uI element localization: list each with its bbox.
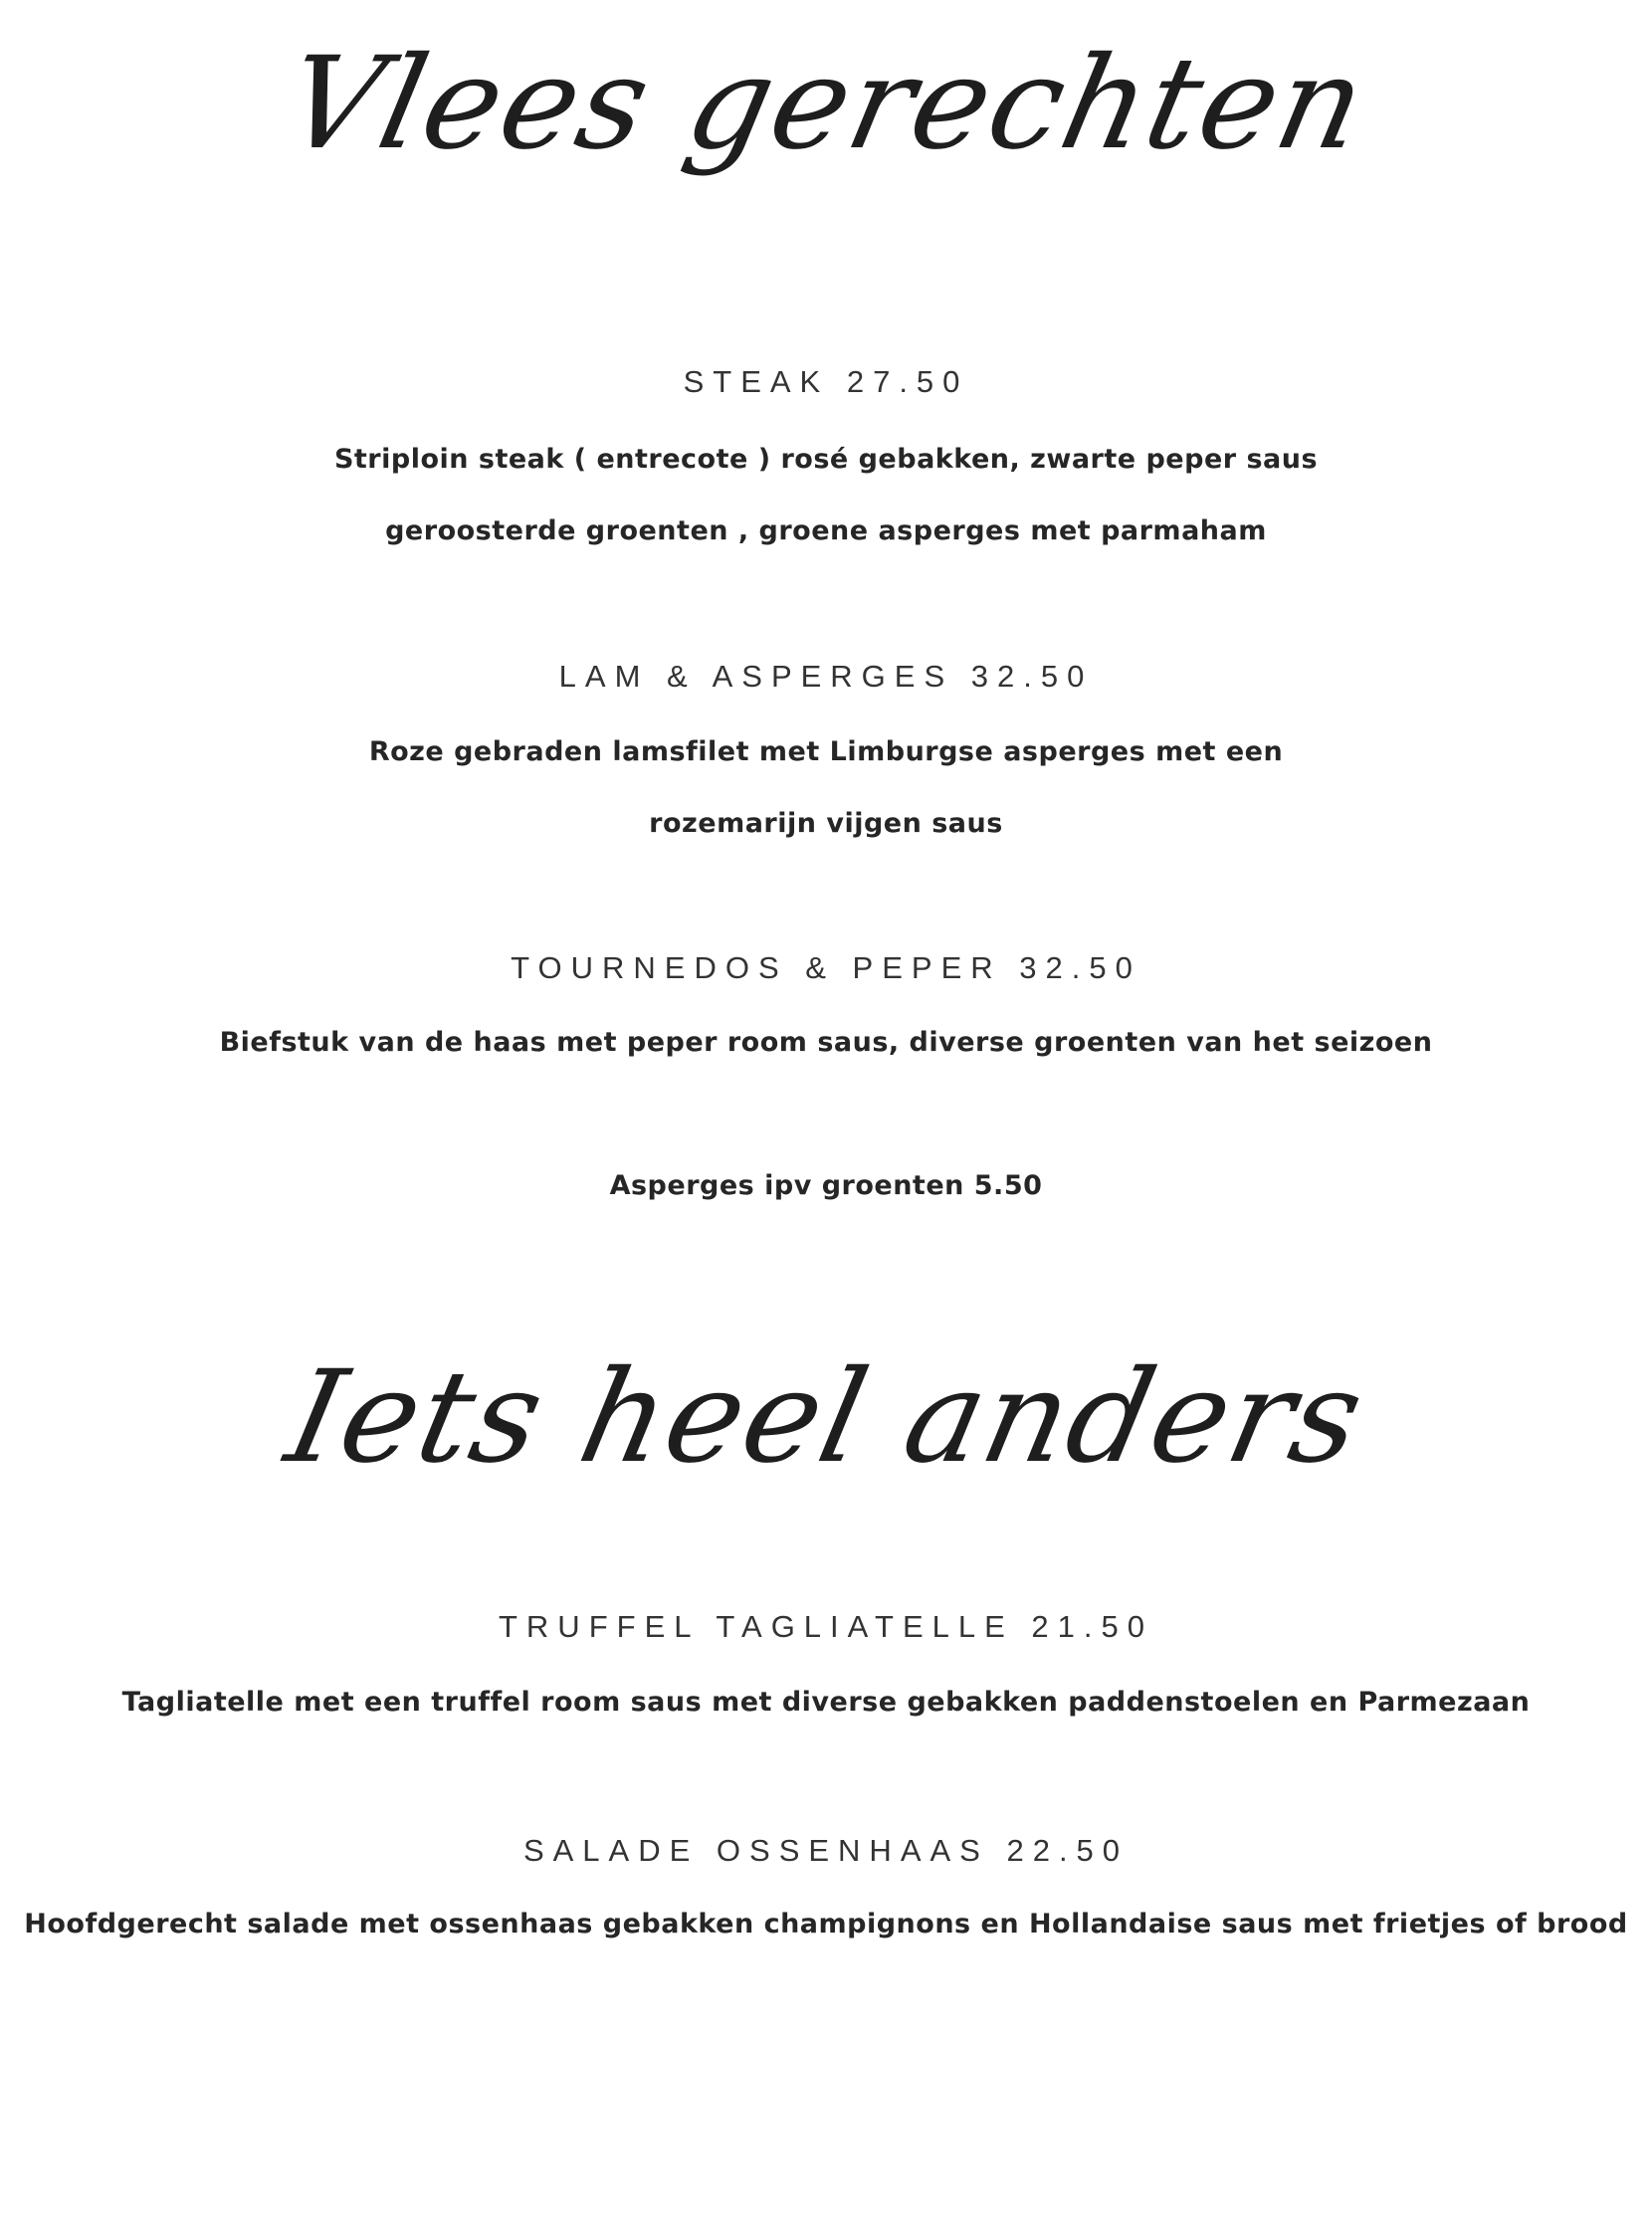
dish-description-line: Biefstuk van de haas met peper room saus, diverse groenten van het seizoen <box>219 1027 1433 1058</box>
dish-title-lam-asperges: LAM & ASPERGES 32.50 <box>558 659 1094 694</box>
dish-description-line: rozemarijn vijgen saus <box>649 808 1003 839</box>
dish-title-tournedos-peper: TOURNEDOS & PEPER 32.50 <box>511 950 1141 985</box>
extra-option: Asperges ipv groenten 5.50 <box>609 1170 1043 1201</box>
dish-description-line: Tagliatelle met een truffel room saus met diverse gebakken paddenstoelen en Parmezaan <box>121 1687 1531 1718</box>
section-heading-iets-heel-anders: Iets heel anders <box>275 1343 1377 1492</box>
dish-description-line: Hoofdgerecht salade met ossenhaas gebakken champignons en Hollandaise saus met frietjes of brood <box>24 1909 1628 1939</box>
dish-description-line: geroosterde groenten , groene asperges met parmaham <box>385 515 1267 546</box>
section-heading-vlees: Vlees gerechten <box>273 30 1379 178</box>
dish-title-truffel-tagliatelle: TRUFFEL TAGLIATELLE 21.50 <box>498 1609 1154 1644</box>
dish-description-line: Roze gebraden lamsfilet met Limburgse asperges met een <box>368 736 1284 767</box>
dish-title-salade-ossenhaas: SALADE OSSENHAAS 22.50 <box>522 1833 1130 1868</box>
dish-description-line: Striploin steak ( entrecote ) rosé gebakken, zwarte peper saus <box>333 444 1319 475</box>
dish-title-steak: STEAK 27.50 <box>683 364 969 399</box>
